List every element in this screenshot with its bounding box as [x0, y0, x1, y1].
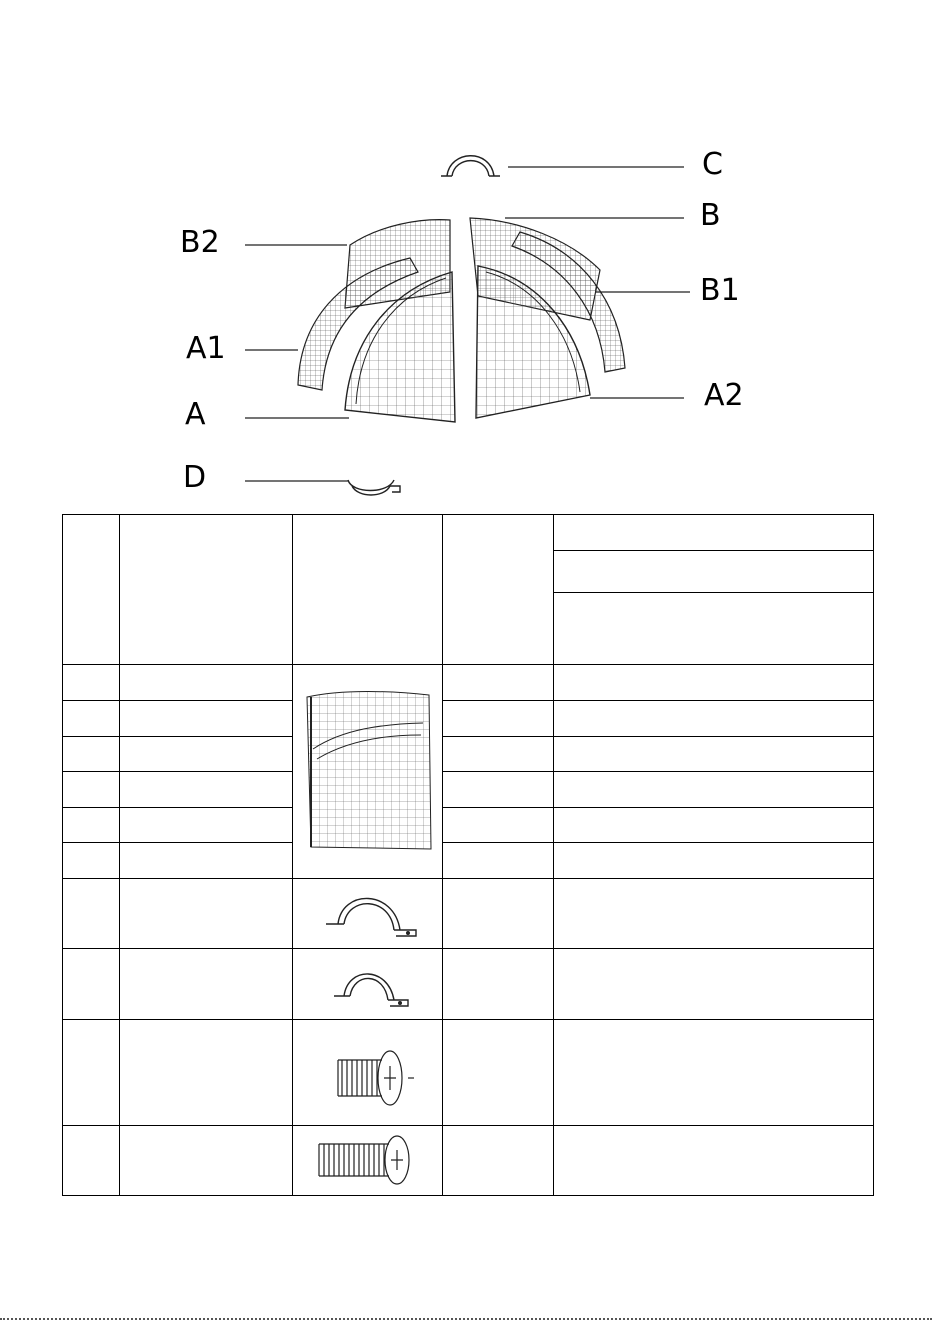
table-cell	[120, 949, 293, 1020]
mesh-panel-icon	[303, 689, 433, 854]
table-cell	[120, 878, 293, 948]
label-b: B	[700, 198, 721, 233]
table-cell	[120, 700, 293, 736]
table-row	[63, 771, 874, 807]
short-screw-image-cell	[293, 1020, 443, 1125]
table-cell	[63, 807, 120, 842]
table-cell	[554, 771, 874, 807]
table-cell	[120, 736, 293, 771]
table-cell	[443, 878, 554, 948]
header-cell	[63, 515, 120, 665]
label-b1: B1	[700, 273, 740, 308]
header-cell	[443, 515, 554, 665]
part-c-bracket	[441, 156, 500, 176]
dome-exploded-diagram	[0, 0, 932, 510]
table-cell	[120, 842, 293, 878]
long-screw-icon	[303, 1130, 433, 1190]
small-bracket-icon	[308, 954, 428, 1014]
table-cell	[554, 736, 874, 771]
table-cell	[443, 736, 554, 771]
table-row	[63, 878, 874, 948]
label-d: D	[183, 460, 207, 495]
table-cell	[120, 807, 293, 842]
header-cell	[554, 515, 874, 551]
table-cell	[554, 1125, 874, 1195]
table-cell	[554, 1020, 874, 1125]
parts-table	[62, 514, 874, 1196]
table-cell	[443, 1125, 554, 1195]
long-screw-image-cell	[293, 1125, 443, 1195]
header-cell	[120, 515, 293, 665]
table-cell	[120, 665, 293, 700]
table-cell	[443, 665, 554, 700]
table-row	[63, 949, 874, 1020]
table-cell	[443, 1020, 554, 1125]
table-cell	[443, 700, 554, 736]
small-bracket-image-cell	[293, 949, 443, 1020]
table-cell	[554, 842, 874, 878]
table-cell	[443, 842, 554, 878]
table-cell	[63, 842, 120, 878]
table-row	[63, 665, 874, 700]
label-a1: A1	[186, 331, 226, 366]
table-cell	[554, 665, 874, 700]
mesh-panel-image-cell	[293, 665, 443, 879]
part-d-bracket	[348, 480, 400, 495]
table-cell	[120, 1125, 293, 1195]
table-row	[63, 807, 874, 842]
short-screw-icon	[308, 1038, 428, 1108]
table-row	[63, 700, 874, 736]
table-cell	[443, 949, 554, 1020]
table-cell	[63, 1125, 120, 1195]
table-header-row	[63, 515, 874, 551]
table-cell	[554, 700, 874, 736]
table-cell	[63, 665, 120, 700]
large-bracket-image-cell	[293, 878, 443, 948]
table-cell	[63, 949, 120, 1020]
table-cell	[443, 807, 554, 842]
label-b2: B2	[180, 225, 220, 260]
table-cell	[63, 736, 120, 771]
leader-lines	[245, 167, 690, 481]
table-cell	[120, 1020, 293, 1125]
page-bottom-border	[0, 1318, 932, 1320]
table-cell	[554, 878, 874, 948]
table-cell	[443, 771, 554, 807]
table-cell	[120, 771, 293, 807]
table-row	[63, 842, 874, 878]
header-cell	[293, 515, 443, 665]
label-a: A	[185, 397, 206, 432]
table-row	[63, 1020, 874, 1125]
table-cell	[63, 1020, 120, 1125]
table-cell	[63, 771, 120, 807]
table-cell	[554, 807, 874, 842]
table-row	[63, 736, 874, 771]
label-a2: A2	[704, 378, 744, 413]
header-cell	[554, 551, 874, 593]
table-cell	[63, 700, 120, 736]
table-cell	[554, 949, 874, 1020]
label-c: C	[702, 147, 723, 182]
large-bracket-icon	[308, 884, 428, 944]
header-cell	[554, 593, 874, 665]
table-cell	[63, 878, 120, 948]
table-row	[63, 1125, 874, 1195]
